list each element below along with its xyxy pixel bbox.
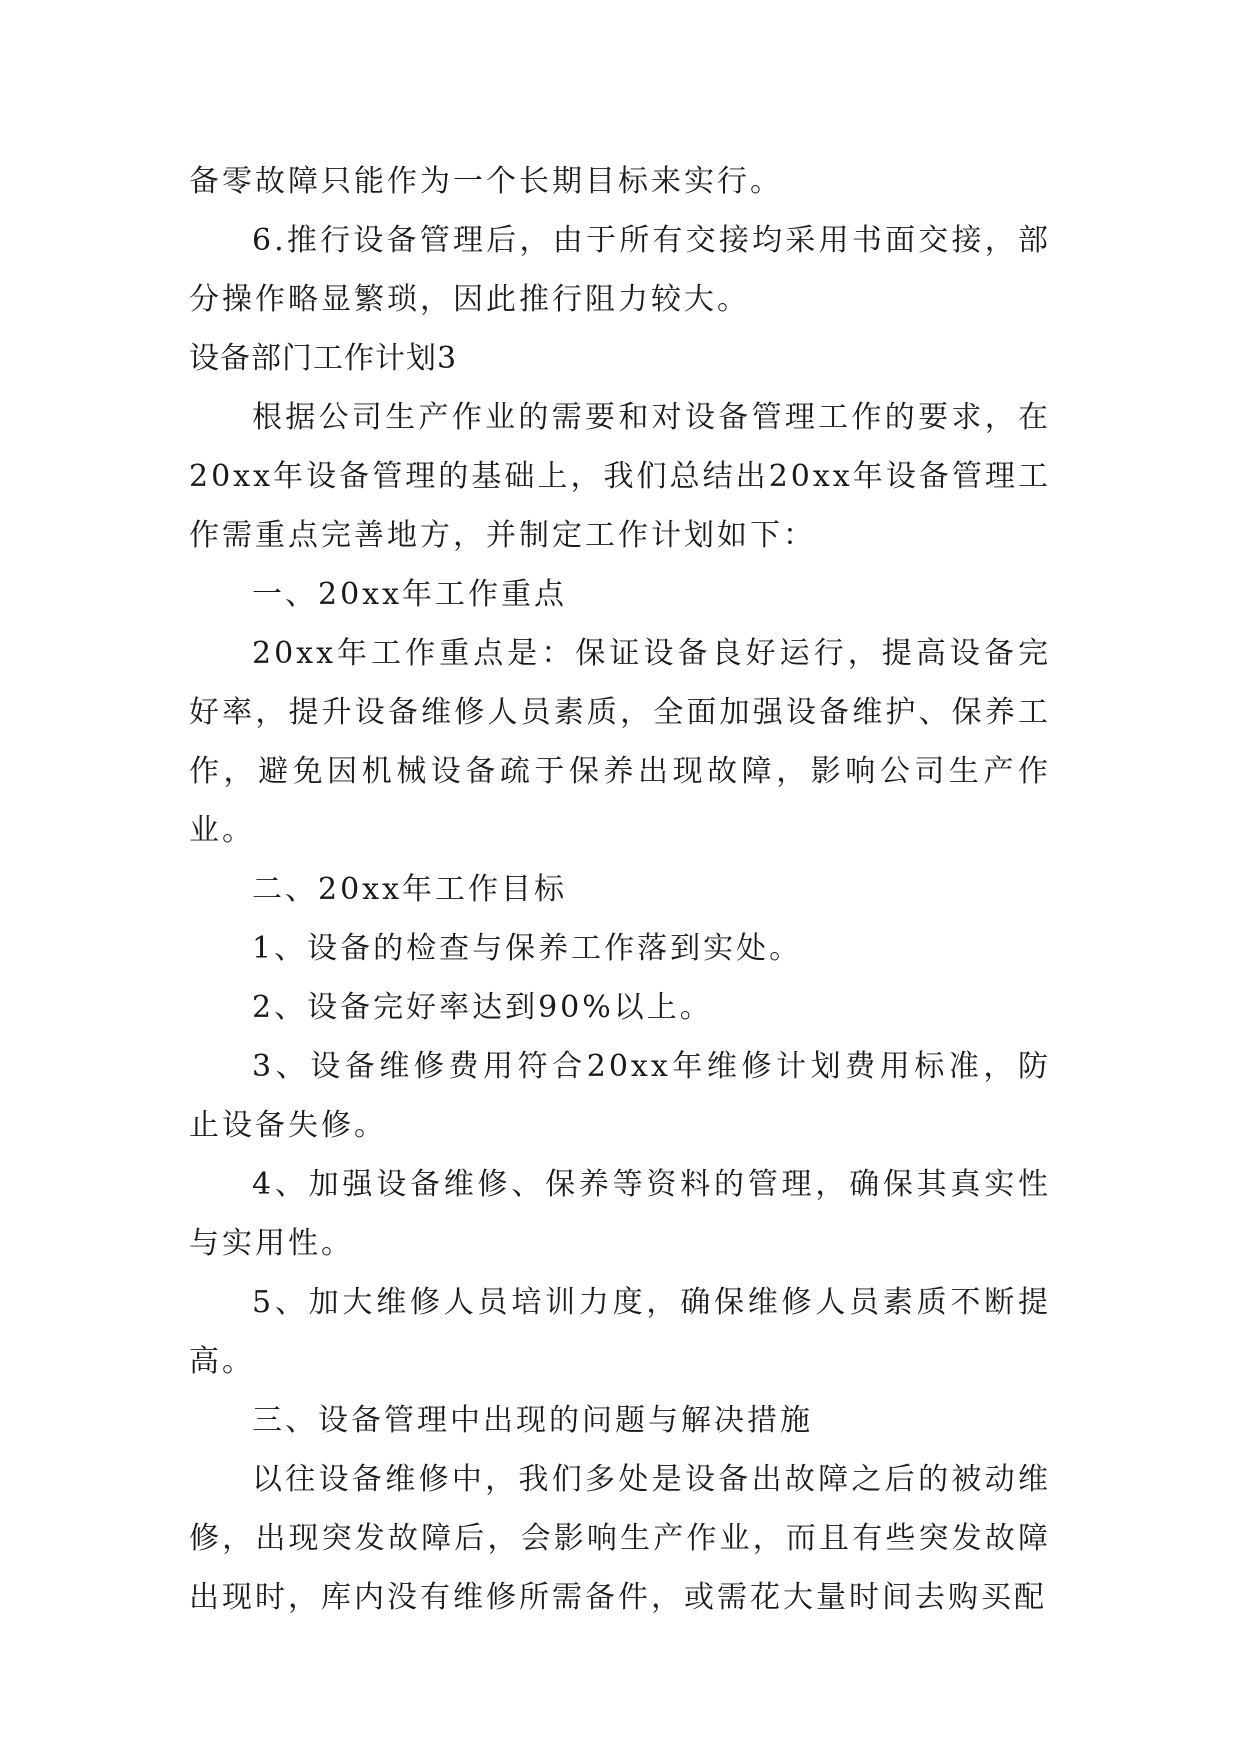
paragraph-work-focus: 20xx年工作重点是：保证设备良好运行，提高设备完好率，提升设备维修人员素质，全面加强设备维护、保养工作，避免因机械设备疏于保养出现故障，影响公司生产作业。 <box>189 636 1051 848</box>
section-heading: 设备部门工作计划3 <box>189 341 458 376</box>
paragraph-intro: 根据公司生产作业的需要和对设备管理工作的要求，在20xx年设备管理的基础上，我们总结出20xx年设备管理工作需重点完善地方，并制定工作计划如下： <box>189 400 1051 553</box>
list-item-goal-5: 5、加大维修人员培训力度，确保维修人员素质不断提高。 <box>189 1285 1051 1379</box>
list-item-goal-1: 1、设备的检查与保养工作落到实处。 <box>252 931 803 966</box>
document-body <box>189 152 1051 1627</box>
subheading-problems: 三、设备管理中出现的问题与解决措施 <box>252 1403 813 1438</box>
list-item-goal-4: 4、加强设备维修、保养等资料的管理，确保其真实性与实用性。 <box>189 1167 1051 1261</box>
paragraph-problems: 以往设备维修中，我们多处是设备出故障之后的被动维修，出现突发故障后，会影响生产作业，而且有些突发故障出现时，库内没有维修所需备件，或需花大量时间去购买配 <box>189 1462 1051 1615</box>
paragraph-continuation: 备零故障只能作为一个长期目标来实行。 <box>189 164 783 199</box>
list-item-goal-3: 3、设备维修费用符合20xx年维修计划费用标准，防止设备失修。 <box>189 1049 1051 1143</box>
subheading-work-focus: 一、20xx年工作重点 <box>252 577 568 612</box>
paragraph-item-6: 6.推行设备管理后，由于所有交接均采用书面交接，部分操作略显繁琐，因此推行阻力较大。 <box>189 223 1051 317</box>
subheading-work-goals: 二、20xx年工作目标 <box>252 872 568 907</box>
list-item-goal-2: 2、设备完好率达到90%以上。 <box>252 990 713 1025</box>
